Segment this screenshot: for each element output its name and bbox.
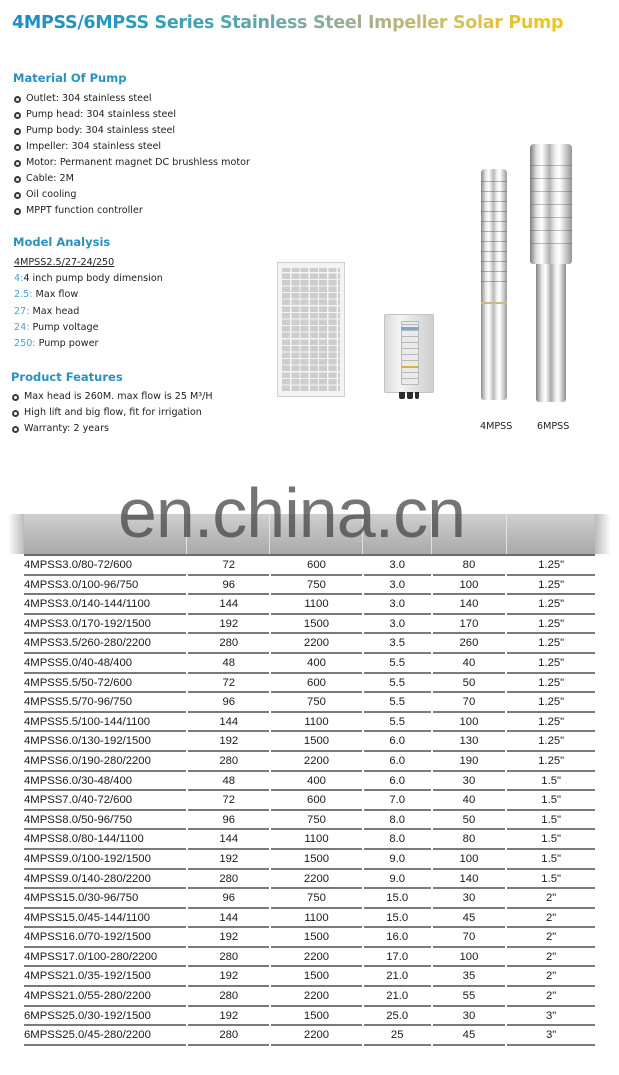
header-cell: [507, 514, 595, 554]
table-cell: 4MPSS3.5/260-280/2200: [24, 634, 186, 654]
table-cell: 48: [188, 654, 269, 674]
table-cell: 96: [188, 889, 269, 909]
table-cell: 21.0: [364, 987, 431, 1007]
model-analysis-item: 250: Pump power: [14, 338, 99, 350]
table-cell: 2200: [271, 752, 362, 772]
table-cell: 750: [271, 576, 362, 596]
table-cell: 2200: [271, 870, 362, 890]
table-cell: 50: [433, 674, 506, 694]
table-row: [24, 830, 595, 850]
table-cell: 4MPSS17.0/100-280/2200: [24, 948, 186, 968]
table-cell: 2": [507, 948, 595, 968]
table-cell: 3.0: [364, 576, 431, 596]
table-cell: 2200: [271, 948, 362, 968]
table-cell: 170: [433, 615, 506, 635]
solar-panel-image: [277, 262, 345, 397]
table-cell: 260: [433, 634, 506, 654]
table-cell: 1500: [271, 732, 362, 752]
model-code-example: 4MPSS2.5/27-24/250: [14, 257, 115, 268]
material-item: Cable: 2M: [14, 171, 250, 187]
table-cell: 3.0: [364, 595, 431, 615]
table-cell: 750: [271, 889, 362, 909]
table-row: [24, 654, 595, 674]
table-cell: 5.5: [364, 654, 431, 674]
table-row: [24, 674, 595, 694]
table-cell: 1100: [271, 909, 362, 929]
watermark: en.china.cn: [118, 474, 466, 552]
table-cell: 1.25": [507, 674, 595, 694]
table-cell: 280: [188, 948, 269, 968]
table-cell: 6.0: [364, 732, 431, 752]
table-row: [24, 811, 595, 831]
table-cell: 1100: [271, 713, 362, 733]
table-cell: 1.25": [507, 595, 595, 615]
table-cell: 35: [433, 967, 506, 987]
material-item: MPPT function controller: [14, 203, 250, 219]
table-cell: 2": [507, 928, 595, 948]
material-list: [14, 91, 250, 219]
table-row: [24, 987, 595, 1007]
model-analysis-item: 24: Pump voltage: [14, 321, 99, 333]
table-cell: 280: [188, 1026, 269, 1046]
table-cell: 9.0: [364, 870, 431, 890]
bullet-icon: [14, 144, 21, 151]
model-analysis-item: 4:4 inch pump body dimension: [14, 273, 163, 284]
table-cell: 72: [188, 556, 269, 576]
table-row: [24, 576, 595, 596]
table-cell: 750: [271, 693, 362, 713]
table-cell: 40: [433, 654, 506, 674]
table-cell: 4MPSS8.0/80-144/1100: [24, 830, 186, 850]
material-item: Pump body: 304 stainless steel: [14, 123, 250, 139]
table-cell: 4MPSS6.0/30-48/400: [24, 772, 186, 792]
table-cell: 1.25": [507, 752, 595, 772]
table-cell: 40: [433, 791, 506, 811]
table-cell: 1100: [271, 830, 362, 850]
mppt-controller-image: [384, 314, 434, 393]
feature-item: Max head is 260M. max flow is 25 M³/H: [12, 389, 213, 405]
table-cell: 600: [271, 674, 362, 694]
table-row: [24, 595, 595, 615]
table-cell: 192: [188, 732, 269, 752]
table-cell: 1.25": [507, 615, 595, 635]
table-cell: 144: [188, 713, 269, 733]
table-cell: 100: [433, 850, 506, 870]
table-cell: 140: [433, 870, 506, 890]
table-cell: 2200: [271, 1026, 362, 1046]
table-cell: 280: [188, 987, 269, 1007]
table-cell: 4MPSS3.0/100-96/750: [24, 576, 186, 596]
table-row: [24, 948, 595, 968]
table-cell: 1500: [271, 967, 362, 987]
table-cell: 4MPSS21.0/55-280/2200: [24, 987, 186, 1007]
table-cell: 100: [433, 948, 506, 968]
pump-4mpss-image: [481, 169, 507, 400]
table-cell: 30: [433, 772, 506, 792]
table-cell: 4MPSS7.0/40-72/600: [24, 791, 186, 811]
table-cell: 45: [433, 1026, 506, 1046]
table-cell: 192: [188, 850, 269, 870]
table-cell: 1.25": [507, 576, 595, 596]
model-analysis-list: [14, 271, 163, 352]
table-row: [24, 870, 595, 890]
table-cell: 1.5": [507, 850, 595, 870]
table-cell: 192: [188, 615, 269, 635]
table-cell: 4MPSS6.0/130-192/1500: [24, 732, 186, 752]
table-cell: 6MPSS25.0/45-280/2200: [24, 1026, 186, 1046]
feature-item: High lift and big flow, fit for irrigation: [12, 405, 213, 421]
bullet-icon: [14, 128, 21, 135]
material-item: Outlet: 304 stainless steel: [14, 91, 250, 107]
model-analysis-item: 27: Max head: [14, 305, 80, 317]
page-title: 4MPSS/6MPSS Series Stainless Steel Impeller Solar Pump: [12, 10, 563, 36]
table-cell: 50: [433, 811, 506, 831]
table-cell: 144: [188, 909, 269, 929]
table-cell: 2": [507, 987, 595, 1007]
table-cell: 1.5": [507, 870, 595, 890]
table-cell: 280: [188, 634, 269, 654]
bullet-icon: [14, 112, 21, 119]
table-cell: 1500: [271, 928, 362, 948]
table-cell: 1.25": [507, 654, 595, 674]
table-cell: 80: [433, 556, 506, 576]
table-cell: 1.25": [507, 556, 595, 576]
table-row: [24, 889, 595, 909]
table-cell: 4MPSS5.5/70-96/750: [24, 693, 186, 713]
table-cell: 280: [188, 870, 269, 890]
table-cell: 144: [188, 830, 269, 850]
spec-table: [24, 514, 595, 1046]
table-cell: 4MPSS3.0/80-72/600: [24, 556, 186, 576]
table-cell: 21.0: [364, 967, 431, 987]
table-cell: 2": [507, 889, 595, 909]
table-cell: 4MPSS3.0/170-192/1500: [24, 615, 186, 635]
table-cell: 1.5": [507, 811, 595, 831]
table-cell: 4MPSS15.0/30-96/750: [24, 889, 186, 909]
table-cell: 100: [433, 576, 506, 596]
pump-6mpss-motor-image: [536, 262, 566, 402]
table-cell: 4MPSS8.0/50-96/750: [24, 811, 186, 831]
table-cell: 15.0: [364, 889, 431, 909]
table-cell: 4MPSS16.0/70-192/1500: [24, 928, 186, 948]
table-cell: 96: [188, 811, 269, 831]
table-cell: 4MPSS21.0/35-192/1500: [24, 967, 186, 987]
model-analysis-item: 2.5: Max flow: [14, 289, 79, 301]
material-item: Motor: Permanent magnet DC brushless motor: [14, 155, 250, 171]
table-cell: 1.25": [507, 693, 595, 713]
table-row: [24, 615, 595, 635]
pump-6mpss-image: [530, 144, 572, 264]
table-cell: 55: [433, 987, 506, 1007]
bullet-icon: [14, 96, 21, 103]
table-cell: 30: [433, 1007, 506, 1027]
table-row: [24, 967, 595, 987]
table-cell: 3": [507, 1007, 595, 1027]
table-cell: 70: [433, 693, 506, 713]
bullet-icon: [14, 192, 21, 199]
table-cell: 4MPSS15.0/45-144/1100: [24, 909, 186, 929]
table-cell: 144: [188, 595, 269, 615]
table-cell: 4MPSS9.0/140-280/2200: [24, 870, 186, 890]
table-cell: 1.5": [507, 772, 595, 792]
table-row: [24, 556, 595, 576]
table-row: [24, 732, 595, 752]
table-cell: 4MPSS9.0/100-192/1500: [24, 850, 186, 870]
features-heading: Product Features: [11, 370, 123, 384]
table-body: [24, 556, 595, 1046]
table-cell: 9.0: [364, 850, 431, 870]
table-cell: 1.5": [507, 830, 595, 850]
table-cell: 4MPSS3.0/140-144/1100: [24, 595, 186, 615]
table-cell: 5.5: [364, 713, 431, 733]
table-cell: 2200: [271, 987, 362, 1007]
table-cell: 4MPSS5.5/50-72/600: [24, 674, 186, 694]
bullet-icon: [12, 426, 19, 433]
table-row: [24, 850, 595, 870]
table-cell: 6.0: [364, 772, 431, 792]
table-cell: 100: [433, 713, 506, 733]
bullet-icon: [12, 410, 19, 417]
table-row: [24, 909, 595, 929]
table-cell: 8.0: [364, 811, 431, 831]
table-cell: 750: [271, 811, 362, 831]
table-cell: 25.0: [364, 1007, 431, 1027]
table-cell: 48: [188, 772, 269, 792]
table-cell: 7.0: [364, 791, 431, 811]
bullet-icon: [14, 176, 21, 183]
material-item: Pump head: 304 stainless steel: [14, 107, 250, 123]
table-cell: 400: [271, 654, 362, 674]
table-cell: 192: [188, 967, 269, 987]
table-cell: 4MPSS5.5/100-144/1100: [24, 713, 186, 733]
model-analysis-heading: Model Analysis: [13, 235, 111, 249]
table-row: [24, 1026, 595, 1046]
pump-label-6mpss: 6MPSS: [537, 421, 570, 432]
table-row: [24, 1007, 595, 1027]
table-cell: 1.25": [507, 634, 595, 654]
table-row: [24, 693, 595, 713]
table-cell: 1.25": [507, 732, 595, 752]
table-cell: 130: [433, 732, 506, 752]
table-cell: 15.0: [364, 909, 431, 929]
table-cell: 72: [188, 791, 269, 811]
table-cell: 600: [271, 791, 362, 811]
bullet-icon: [12, 394, 19, 401]
table-cell: 2": [507, 909, 595, 929]
table-cell: 1.5": [507, 791, 595, 811]
bullet-icon: [14, 208, 21, 215]
table-cell: 192: [188, 1007, 269, 1027]
table-row: [24, 791, 595, 811]
table-cell: 1100: [271, 595, 362, 615]
table-cell: 192: [188, 928, 269, 948]
table-cell: 1.25": [507, 713, 595, 733]
table-cell: 4MPSS5.0/40-48/400: [24, 654, 186, 674]
table-cell: 400: [271, 772, 362, 792]
table-cell: 280: [188, 752, 269, 772]
pump-label-4mpss: 4MPSS: [480, 421, 513, 432]
table-row: [24, 634, 595, 654]
table-cell: 96: [188, 576, 269, 596]
table-cell: 2200: [271, 634, 362, 654]
table-cell: 3.5: [364, 634, 431, 654]
table-cell: 190: [433, 752, 506, 772]
table-cell: 140: [433, 595, 506, 615]
table-cell: 4MPSS6.0/190-280/2200: [24, 752, 186, 772]
table-cell: 3.0: [364, 556, 431, 576]
table-cell: 1500: [271, 615, 362, 635]
material-heading: Material Of Pump: [13, 71, 127, 85]
bullet-icon: [14, 160, 21, 167]
table-row: [24, 752, 595, 772]
features-list: [12, 389, 213, 437]
table-cell: 6.0: [364, 752, 431, 772]
material-item: Impeller: 304 stainless steel: [14, 139, 250, 155]
table-cell: 600: [271, 556, 362, 576]
table-cell: 30: [433, 889, 506, 909]
table-cell: 80: [433, 830, 506, 850]
table-cell: 45: [433, 909, 506, 929]
table-row: [24, 713, 595, 733]
table-cell: 3": [507, 1026, 595, 1046]
table-cell: 8.0: [364, 830, 431, 850]
table-cell: 1500: [271, 850, 362, 870]
feature-item: Warranty: 2 years: [12, 421, 213, 437]
table-cell: 25: [364, 1026, 431, 1046]
table-row: [24, 772, 595, 792]
table-cell: 17.0: [364, 948, 431, 968]
table-row: [24, 928, 595, 948]
table-cell: 72: [188, 674, 269, 694]
table-cell: 70: [433, 928, 506, 948]
table-cell: 5.5: [364, 693, 431, 713]
table-cell: 2": [507, 967, 595, 987]
table-cell: 16.0: [364, 928, 431, 948]
table-cell: 6MPSS25.0/30-192/1500: [24, 1007, 186, 1027]
table-cell: 5.5: [364, 674, 431, 694]
material-item: Oil cooling: [14, 187, 250, 203]
table-cell: 3.0: [364, 615, 431, 635]
table-cell: 1500: [271, 1007, 362, 1027]
table-cell: 96: [188, 693, 269, 713]
